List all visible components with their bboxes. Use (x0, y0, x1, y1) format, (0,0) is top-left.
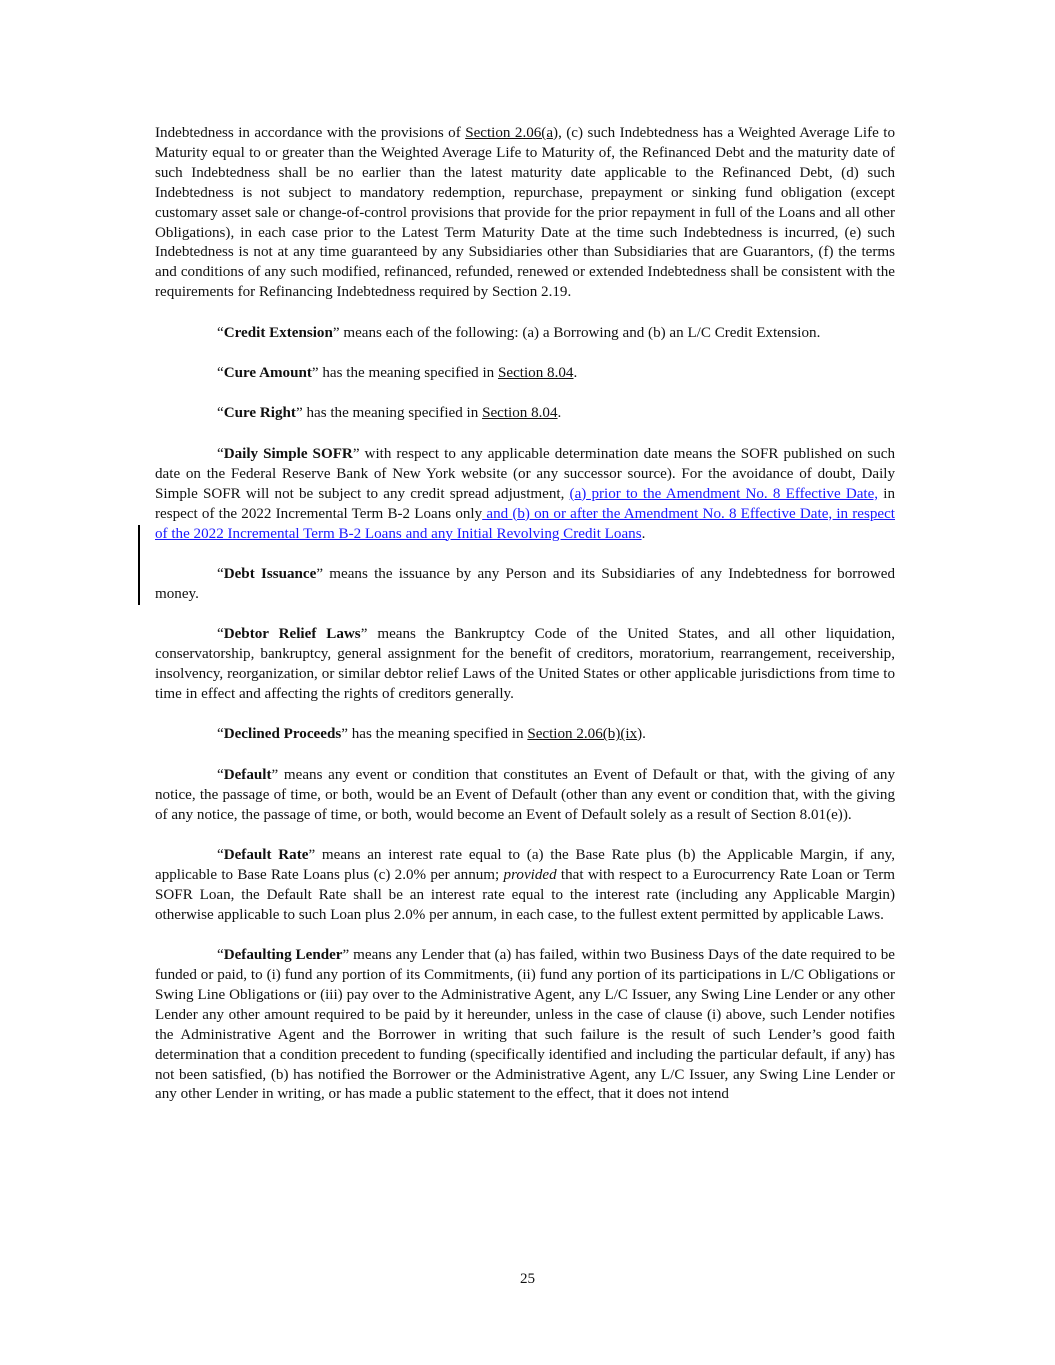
defined-term: Cure Amount (223, 365, 312, 382)
defined-term: Default (223, 766, 272, 783)
text: . (641, 525, 646, 542)
section-reference: Section 2.06(b)(ix (527, 726, 638, 743)
definition-debtor-relief-laws: “Debtor Relief Laws” means the Bankruptcy Code of the United States, and all other liquidation, conservatorship, bankruptcy, general assignment for the benefit of creditors, moratorium, rearrangement, receivership, insolvency, reorganization, or similar debtor relief Laws of the United States or other applicable jurisdictions from time to time in effect and affecting the rights of creditors generally. (155, 626, 895, 702)
page-number: 25 (519, 1271, 536, 1287)
section-reference: Section 8.04 (482, 405, 558, 422)
definition-text: ” has the meaning specified in (341, 726, 528, 743)
text: in respect of the 2022 Incremental Term B-2 Loans only (155, 485, 896, 522)
definition-text: ” means the issuance by any Person and its Subsidiaries of any Indebtedness for borrowed money. (155, 565, 895, 602)
section-reference: Section 8.04 (498, 365, 574, 382)
defined-term: Debt Issuance (223, 565, 317, 582)
definition-text: ” with respect to any applicable determination date means the SOFR published on such date on the Federal Reserve Bank of New York website (or any successor source). For the avoidance of doubt, Daily Simple SOFR will not be subject to any credit spread adjustment, (155, 445, 895, 502)
defined-term: Debtor Relief Laws (223, 626, 361, 643)
definition-defaulting-lender: “Defaulting Lender” means any Lender that (a) has failed, within two Business Days of the date required to be funded or paid, to (i) fund any portion of its Commitments, (ii) fund any portion of its participations in L/C Obligations or Swing Line Obligations or (iii) pay over to the Administrative Agent, any L/C Issuer, any Swing Line Lender or any other Lender any other amount required to be paid by it hereunder, unless in the case of clause (i) above, such Lender notifies the Administrative Agent and the Borrower in writing that such failure is the result of such Lender’s good faith determination that a condition precedent to funding (specifically identified and including the particular default, if any) has not been satisfied, (b) has notified the Borrower or the Administrative Agent, any L/C Issuer, any Swing Line Lender or any other Lender in writing, or has made a public statement to the effect, that it does not intend (155, 947, 895, 1103)
definition-default: “Default” means any event or condition that constitutes an Event of Default or that, with the giving of any notice, the passage of time, or both, would be an Event of Default (other than any event or condition that, with the giving of any notice, the passage of time, or both, would become an Event of Default solely as a result of Section 8.01(e)). (155, 766, 895, 823)
text: ). (637, 726, 646, 743)
defined-term: Daily Simple SOFR (223, 445, 353, 462)
definition-cure-right: “Cure Right” has the meaning specified in Section 8.04. (217, 405, 562, 422)
section-reference: Section 2.06(a (465, 125, 554, 141)
definition-default-rate: “Default Rate” means an interest rate equal to (a) the Base Rate plus (b) the Applicable Margin, if any, applicable to Base Rate Loans plus (c) 2.0% per annum; provided that with respect to a Eurocurrency Rate Loan or Term SOFR Loan, the Default Rate shall be an interest rate equal to the interest rate (including any Applicable Margin) otherwise applicable to such Loan plus 2.0% per annum, in each case, to the fullest extent permitted by applicable Laws. (155, 846, 895, 923)
definition-text: ” means an interest rate equal to (a) the Base Rate plus (b) the Applicable Margin, if any, applicable to Base Rate Loans plus (c) 2.0% per annum; (155, 846, 895, 883)
text: Indebtedness in accordance with the provisions of (155, 125, 466, 141)
text: ), (c) such Indebtedness has a Weighted Average Life to Maturity equal to or greater than the Weighted Average Life to Maturity of, the Refinanced Debt and the maturity date of such Indebtedness shall be no earlier than the latest maturity date applicable to the Refinanced Debt, (d) such Indebtedness is not subject to mandatory redemption, repurchase, prepayment or sinking fund obligation (except customary asset sale or change-of-control provisions that provide for the prior repayment in full of the Loans and all other Obligations), in each case prior to the Latest Term Maturity Date at the time such Indebtedness is incurred, (e) such Indebtedness is not at any time guaranteed by any Subsidiaries other than Subsidiaries that are Guarantors, (f) the terms and conditions of any such modified, refinanced, refunded, renewed or extended Indebtedness shall be consistent with the requirements for Refinancing Indebtedness required by Section 2.19. (155, 125, 896, 301)
definition-text: ” has the meaning specified in (311, 365, 498, 382)
inserted-text: and (b) on or after the Amendment No. 8 Effective Date, in respect of the 2022 Incremental Term B-2 Loans and any Initial Revolving Credit Loans (155, 505, 896, 542)
defined-term: Defaulting Lender (223, 947, 343, 964)
definition-text: ” means the Bankruptcy Code of the United States, and all other liquidation, conservatorship, bankruptcy, general assignment for the benefit of creditors, moratorium, rearrangement, receivership, insolvency, reorganization, or similar debtor relief Laws of the United States or other applicable jurisdictions from time to time in effect and affecting the rights of creditors generally. (155, 626, 895, 702)
definition-text: ” has the meaning specified in (295, 405, 483, 422)
defined-term: Cure Right (223, 405, 296, 422)
defined-term: Credit Extension (223, 324, 333, 341)
continuation-paragraph (155, 124, 895, 303)
definition-credit-extension: “Credit Extension” means each of the following: (a) a Borrowing and (b) an L/C Credit Extension. (217, 324, 821, 341)
definition-declined-proceeds: “Declined Proceeds” has the meaning specified in Section 2.06(b)(ix). (217, 726, 646, 743)
definition-debt-issuance: “Debt Issuance” means the issuance by any Person and its Subsidiaries of any Indebtedness for borrowed money. (155, 565, 895, 602)
definition-text: ” means any Lender that (a) has failed, within two Business Days of the date required to be funded or paid, to (i) fund any portion of its Commitments, (ii) fund any portion of its participations in L/C Obligations or Swing Line Obligations or (iii) pay over to the Administrative Agent, any L/C Issuer, any Swing Line Lender or any other Lender any other amount required to be paid by it hereunder, unless in the case of clause (i) above, such Lender notifies the Administrative Agent and the Borrower in writing that such failure is the result of such Lender’s good faith determination that a condition precedent to funding (specifically identified and including the particular default, if any) has not been satisfied, (b) has notified the Borrower or the Administrative Agent, any L/C Issuer, any Swing Line Lender or any other Lender in writing, or has made a public statement to the effect, that it does not intend (155, 947, 895, 1103)
defined-term: Default Rate (223, 846, 309, 863)
text: . (557, 405, 562, 422)
change-bar (138, 525, 140, 605)
text: . (573, 365, 578, 382)
emphasis-provided: provided (503, 866, 557, 883)
defined-term: Declined Proceeds (223, 726, 342, 743)
definition-text: ” means any event or condition that constitutes an Event of Default or that, with the giving of any notice, the passage of time, or both, would be an Event of Default (other than any event or condition that, with the giving of any notice, the passage of time, or both, would become an Event of Default solely as a result of Section 8.01(e)). (155, 766, 895, 823)
document-body (155, 124, 895, 1105)
definition-text: ” means each of the following: (a) a Borrowing and (b) an L/C Credit Extension. (332, 324, 821, 341)
inserted-text: (a) prior to the Amendment No. 8 Effective Date, (569, 485, 879, 502)
definition-daily-simple-sofr: “Daily Simple SOFR” with respect to any applicable determination date means the SOFR published on such date on the Federal Reserve Bank of New York website (or any successor source). For the avoidance of doubt, Daily Simple SOFR will not be subject to any credit spread adjustment, (a) prior to the Amendment No. 8 Effective Date, in respect of the 2022 Incremental Term B-2 Loans only and (b) on or after the Amendment No. 8 Effective Date, in respect of the 2022 Incremental Term B-2 Loans and any Initial Revolving Credit Loans. (155, 445, 896, 542)
definition-cure-amount: “Cure Amount” has the meaning specified in Section 8.04. (217, 365, 578, 382)
text: that with respect to a Eurocurrency Rate Loan or Term SOFR Loan, the Default Rate shall be an interest rate equal to the interest rate (including any Applicable Margin) otherwise applicable to such Loan plus 2.0% per annum, in each case, to the fullest extent permitted by applicable Laws. (155, 866, 895, 923)
